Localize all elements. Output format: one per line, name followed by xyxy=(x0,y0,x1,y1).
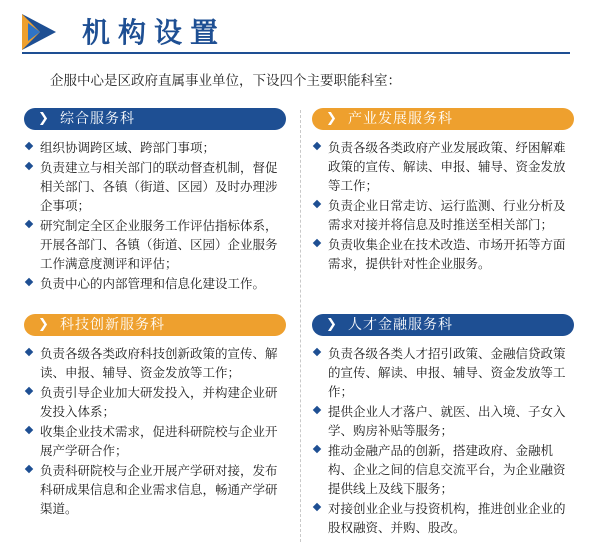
header xyxy=(0,0,600,60)
list-item: 研究制定全区企业服务工作评估指标体系，开展各部门、各镇（街道、区园）企业服务工作满意度测评和评估； xyxy=(24,216,286,273)
section-title: 综合服务科 xyxy=(60,111,135,127)
list-item: 负责收集企业在技术改造、市场开拓等方面需求，提供针对性企业服务。 xyxy=(312,235,574,273)
diamond-bullet-icon xyxy=(313,142,321,150)
logo-triangle-icon xyxy=(22,14,56,50)
section-title: 产业发展服务科 xyxy=(348,111,453,127)
diamond-bullet-icon xyxy=(313,200,321,208)
list-item: 负责科研院校与企业开展产学研对接，发布科研成果信息和企业需求信息，畅通产学研渠道。 xyxy=(24,461,286,518)
page-title: 机构设置 xyxy=(82,16,227,49)
list-item: 收集企业技术需求，促进科研院校与企业开展产学研合作； xyxy=(24,422,286,460)
diamond-bullet-icon xyxy=(313,239,321,247)
diamond-bullet-icon xyxy=(25,465,33,473)
section-list xyxy=(312,138,574,273)
diamond-bullet-icon xyxy=(313,406,321,414)
intro-text: 企服中心是区政府直属事业单位，下设四个主要职能科室： xyxy=(50,73,401,89)
diamond-bullet-icon xyxy=(25,348,33,356)
section-tech-innovation xyxy=(24,314,286,519)
column-divider xyxy=(300,110,301,542)
diamond-bullet-icon xyxy=(25,387,33,395)
diamond-bullet-icon xyxy=(25,220,33,228)
section-title: 科技创新服务科 xyxy=(60,317,165,333)
section-header xyxy=(24,314,286,336)
section-header xyxy=(24,108,286,130)
diamond-bullet-icon xyxy=(25,142,33,150)
diamond-bullet-icon xyxy=(313,445,321,453)
section-general-services xyxy=(24,108,286,294)
list-item: 提供企业人才落户、就医、出入境、子女入学、购房补贴等服务； xyxy=(312,402,574,440)
list-item: 推动金融产品的创新，搭建政府、金融机构、企业之间的信息交流平台，为企业融资提供线上及线下服务； xyxy=(312,441,574,498)
diamond-bullet-icon xyxy=(25,162,33,170)
list-item: 负责建立与相关部门的联动督查机制，督促相关部门、各镇（街道、区园）及时办理涉企事项； xyxy=(24,158,286,215)
list-item: 组织协调跨区域、跨部门事项； xyxy=(24,138,286,157)
section-talent-finance xyxy=(312,314,574,538)
diamond-bullet-icon xyxy=(313,503,321,511)
section-title: 人才金融服务科 xyxy=(348,317,453,333)
list-item: 负责中心的内部管理和信息化建设工作。 xyxy=(24,274,286,293)
list-item: 负责各级各类政府科技创新政策的宣传、解读、申报、辅导、资金发放等工作； xyxy=(24,344,286,382)
section-header xyxy=(312,108,574,130)
chevron-right-icon: ❯ xyxy=(326,111,338,126)
chevron-right-icon: ❯ xyxy=(38,111,50,126)
list-item: 负责企业日常走访、运行监测、行业分析及需求对接并将信息及时推送至相关部门； xyxy=(312,196,574,234)
diamond-bullet-icon xyxy=(25,278,33,286)
list-item: 负责引导企业加大研发投入，并构建企业研发投入体系； xyxy=(24,383,286,421)
list-item: 负责各级各类人才招引政策、金融信贷政策的宣传、解读、申报、辅导、资金发放等工作； xyxy=(312,344,574,401)
section-industry-development xyxy=(312,108,574,274)
section-list xyxy=(24,344,286,518)
list-item: 负责各级各类政府产业发展政策、纾困解难政策的宣传、解读、申报、辅导、资金发放等工作； xyxy=(312,138,574,195)
chevron-right-icon: ❯ xyxy=(38,317,50,332)
chevron-right-icon: ❯ xyxy=(326,317,338,332)
diamond-bullet-icon xyxy=(25,426,33,434)
list-item: 对接创业企业与投资机构，推进创业企业的股权融资、并购、股改。 xyxy=(312,499,574,537)
section-list xyxy=(24,138,286,293)
section-list xyxy=(312,344,574,537)
section-header xyxy=(312,314,574,336)
title-underline xyxy=(22,52,570,54)
diamond-bullet-icon xyxy=(313,348,321,356)
